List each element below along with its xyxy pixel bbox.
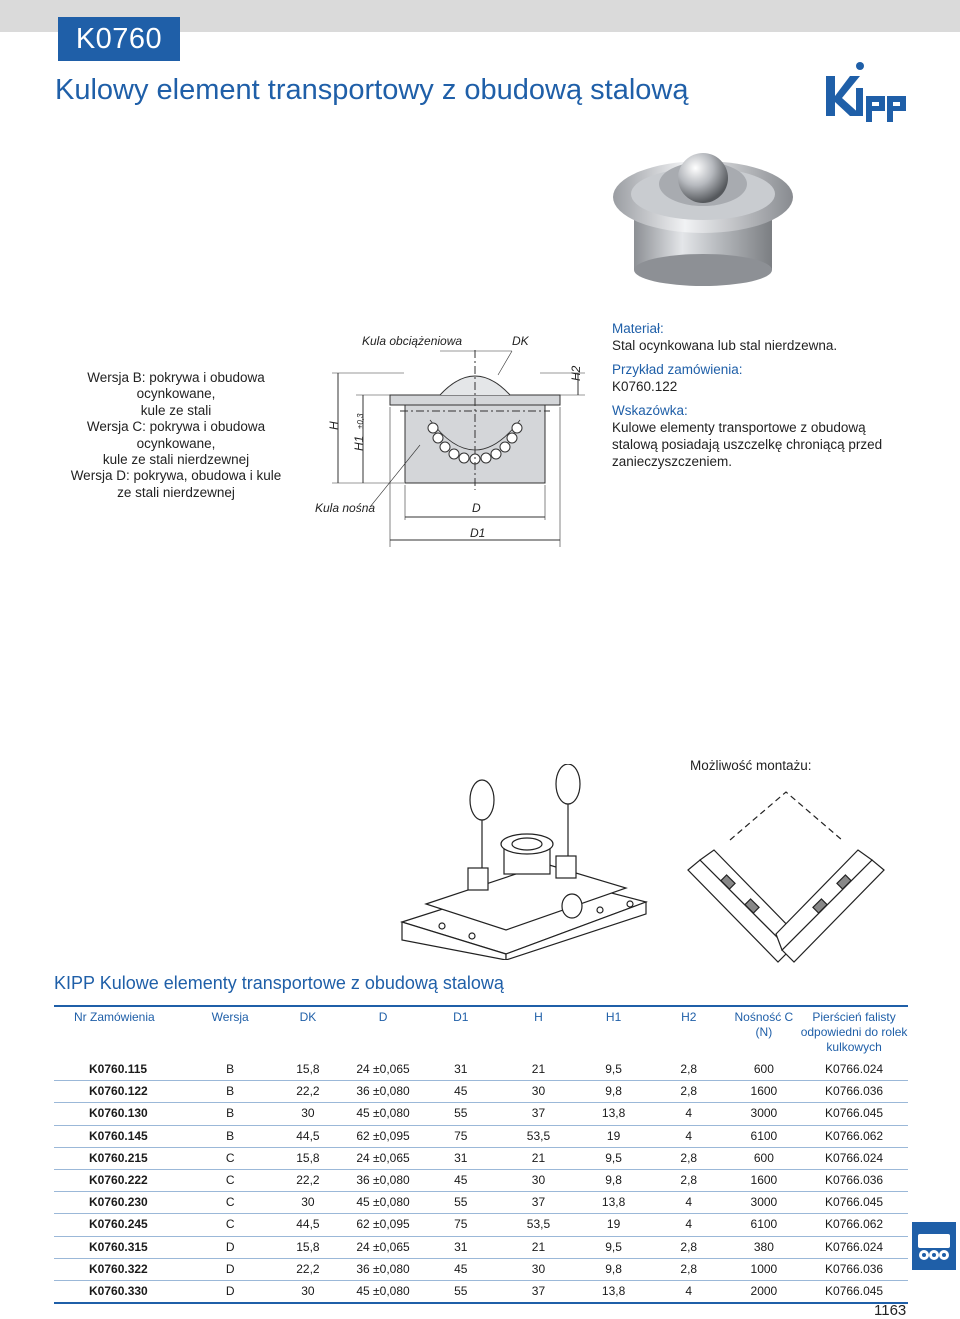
- table-cell: 24 ±0,065: [344, 1236, 422, 1258]
- example-heading: Przykład zamówienia:: [612, 362, 743, 377]
- table-cell: 30: [272, 1103, 345, 1125]
- table-cell: 45: [422, 1258, 500, 1280]
- table-cell: 30: [272, 1280, 345, 1303]
- hint-text: Kulowe elementy transportowe z obudową stalową posiadają uszczelkę chroniącą przed zanieczyszczeniem.: [612, 420, 883, 469]
- variant-line: kule ze stali: [140, 402, 212, 418]
- table-cell: 6100: [728, 1125, 801, 1147]
- table-cell: 600: [728, 1059, 801, 1081]
- mounting-angle-illustration: [686, 790, 886, 970]
- table-cell: 19: [577, 1214, 650, 1236]
- table-cell: B: [189, 1125, 272, 1147]
- table-cell: 55: [422, 1192, 500, 1214]
- example-text: K0760.122: [612, 379, 678, 394]
- table-row: [54, 1147, 908, 1169]
- table-row: [54, 1192, 908, 1214]
- table-cell: 9,5: [577, 1059, 650, 1081]
- table-cell: 2,8: [650, 1169, 728, 1191]
- variant-line: Wersja B: pokrywa i obudowa ocynkowane,: [87, 370, 265, 402]
- table-cell: 2,8: [650, 1147, 728, 1169]
- support-ball-label: Kula nośna: [315, 501, 376, 515]
- table-cell: 600: [728, 1147, 801, 1169]
- table-cell: C: [189, 1147, 272, 1169]
- table-cell: 3000: [728, 1192, 801, 1214]
- table-cell: 45: [422, 1081, 500, 1103]
- table-cell: 45 ±0,080: [344, 1192, 422, 1214]
- table-cell: 9,5: [577, 1147, 650, 1169]
- table-cell: 2000: [728, 1280, 801, 1303]
- table-cell: K0766.045: [800, 1103, 908, 1125]
- h1-label: H1: [352, 435, 366, 451]
- table-cell: K0760.230: [54, 1192, 189, 1214]
- table-cell: 30: [500, 1169, 578, 1191]
- table-cell: 4: [650, 1280, 728, 1303]
- material-heading: Materiał:: [612, 321, 664, 336]
- table-cell: 24 ±0,065: [344, 1059, 422, 1081]
- col-d1: D1: [453, 1010, 469, 1024]
- page-title: Kulowy element transportowy z obudową stalową: [55, 74, 689, 106]
- table-row: [54, 1214, 908, 1236]
- col-order-number: Nr Zamówienia: [74, 1010, 155, 1024]
- mounting-fixture-illustration: [396, 764, 652, 960]
- table-cell: K0766.024: [800, 1147, 908, 1169]
- table-cell: 15,8: [272, 1236, 345, 1258]
- col-dk: DK: [299, 1010, 317, 1024]
- table-cell: 3000: [728, 1103, 801, 1125]
- table-cell: B: [189, 1059, 272, 1081]
- hint-heading: Wskazówka:: [612, 403, 688, 418]
- h2-label: H2: [569, 365, 583, 381]
- table-row: [54, 1280, 908, 1303]
- table-cell: K0760.130: [54, 1103, 189, 1125]
- material-text: Stal ocynkowana lub stal nierdzewna.: [612, 338, 838, 353]
- variant-line: kule ze stali nierdzewnej: [102, 452, 250, 468]
- d1-label: D1: [470, 526, 486, 540]
- table-cell: 44,5: [272, 1214, 345, 1236]
- table-cell: 4: [650, 1192, 728, 1214]
- product-code-badge: K0760: [58, 17, 180, 61]
- table-cell: K0766.045: [800, 1280, 908, 1303]
- variant-line: Wersja D: pokrywa, obudowa i kule: [70, 468, 282, 484]
- table-cell: 55: [422, 1103, 500, 1125]
- table-row: [54, 1081, 908, 1103]
- table-cell: C: [189, 1214, 272, 1236]
- table-cell: D: [189, 1236, 272, 1258]
- table-cell: 9,8: [577, 1258, 650, 1280]
- table-cell: 4: [650, 1125, 728, 1147]
- variant-line: ze stali nierdzewnej: [117, 484, 235, 500]
- table-cell: 2,8: [650, 1236, 728, 1258]
- table-cell: 45: [422, 1169, 500, 1191]
- table-cell: K0766.045: [800, 1192, 908, 1214]
- table-cell: B: [189, 1081, 272, 1103]
- table-cell: 2,8: [650, 1081, 728, 1103]
- product-table: [54, 1005, 908, 1304]
- table-cell: 9,8: [577, 1169, 650, 1191]
- table-cell: K0760.245: [54, 1214, 189, 1236]
- table-cell: 1000: [728, 1258, 801, 1280]
- table-cell: 36 ±0,080: [344, 1258, 422, 1280]
- table-cell: 62 ±0,095: [344, 1214, 422, 1236]
- col-h: H: [534, 1010, 543, 1024]
- load-ball-label: Kula obciążeniowa: [362, 334, 463, 348]
- material-section: [612, 320, 902, 354]
- table-cell: 75: [422, 1125, 500, 1147]
- table-cell: D: [189, 1258, 272, 1280]
- table-cell: 75: [422, 1214, 500, 1236]
- variant-description: [58, 370, 294, 501]
- table-cell: 30: [500, 1258, 578, 1280]
- table-cell: 24 ±0,065: [344, 1147, 422, 1169]
- table-cell: 1600: [728, 1169, 801, 1191]
- table-cell: C: [189, 1192, 272, 1214]
- table-cell: 15,8: [272, 1147, 345, 1169]
- table-cell: 31: [422, 1059, 500, 1081]
- hint-section: [612, 402, 902, 470]
- table-row: [54, 1059, 908, 1081]
- table-cell: 44,5: [272, 1125, 345, 1147]
- table-cell: C: [189, 1169, 272, 1191]
- variant-line: Wersja C: pokrywa i obudowa ocynkowane,: [86, 419, 266, 451]
- table-cell: B: [189, 1103, 272, 1125]
- table-cell: 21: [500, 1236, 578, 1258]
- h-label: H: [327, 421, 341, 430]
- table-cell: K0766.062: [800, 1125, 908, 1147]
- table-cell: 37: [500, 1192, 578, 1214]
- table-cell: 31: [422, 1147, 500, 1169]
- table-cell: 4: [650, 1214, 728, 1236]
- table-row: [54, 1236, 908, 1258]
- h1-tolerance-label: ±0,3: [356, 413, 365, 429]
- table-cell: K0766.024: [800, 1236, 908, 1258]
- table-cell: 30: [500, 1081, 578, 1103]
- table-cell: 53,5: [500, 1214, 578, 1236]
- mounting-label: Możliwość montażu:: [690, 758, 812, 773]
- table-cell: K0760.122: [54, 1081, 189, 1103]
- table-cell: K0766.036: [800, 1258, 908, 1280]
- table-cell: K0766.036: [800, 1169, 908, 1191]
- table-cell: 9,5: [577, 1236, 650, 1258]
- table-cell: 22,2: [272, 1169, 345, 1191]
- table-cell: K0760.222: [54, 1169, 189, 1191]
- info-block: [612, 320, 902, 477]
- table-cell: 37: [500, 1103, 578, 1125]
- col-load-capacity: Nośność C (N): [734, 1010, 794, 1039]
- table-cell: 30: [272, 1192, 345, 1214]
- table-cell: 19: [577, 1125, 650, 1147]
- table-cell: 380: [728, 1236, 801, 1258]
- table-cell: K0760.315: [54, 1236, 189, 1258]
- table-cell: 13,8: [577, 1103, 650, 1125]
- col-wave-ring: Pierścień falisty odpowiedni do rolek kulkowych: [800, 1010, 908, 1054]
- table-cell: K0766.024: [800, 1059, 908, 1081]
- table-cell: 6100: [728, 1214, 801, 1236]
- table-cell: 22,2: [272, 1081, 345, 1103]
- example-section: [612, 361, 902, 395]
- table-row: [54, 1258, 908, 1280]
- technical-drawing: [300, 325, 600, 555]
- product-image: [612, 142, 794, 292]
- table-cell: 13,8: [577, 1192, 650, 1214]
- table-cell: 37: [500, 1280, 578, 1303]
- table-row: [54, 1125, 908, 1147]
- col-h1: H1: [605, 1010, 622, 1024]
- table-cell: 36 ±0,080: [344, 1081, 422, 1103]
- d-label: D: [472, 501, 481, 515]
- table-cell: 36 ±0,080: [344, 1169, 422, 1191]
- table-cell: 22,2: [272, 1258, 345, 1280]
- table-cell: 45 ±0,080: [344, 1280, 422, 1303]
- dk-label: DK: [512, 334, 529, 348]
- table-cell: 31: [422, 1236, 500, 1258]
- table-cell: 13,8: [577, 1280, 650, 1303]
- table-title: KIPP Kulowe elementy transportowe z obudową stalową: [54, 973, 504, 993]
- table-row: [54, 1103, 908, 1125]
- table-cell: K0760.330: [54, 1280, 189, 1303]
- ball-transfer-icon: [912, 1222, 956, 1270]
- table-cell: 21: [500, 1059, 578, 1081]
- page-number: 1163: [874, 1302, 907, 1319]
- table-cell: K0760.145: [54, 1125, 189, 1147]
- table-cell: 55: [422, 1280, 500, 1303]
- table-cell: 15,8: [272, 1059, 345, 1081]
- table-cell: D: [189, 1280, 272, 1303]
- table-row: [54, 1169, 908, 1191]
- table-cell: 21: [500, 1147, 578, 1169]
- table-cell: K0766.036: [800, 1081, 908, 1103]
- col-h2: H2: [681, 1010, 697, 1024]
- table-cell: 9,8: [577, 1081, 650, 1103]
- table-cell: 53,5: [500, 1125, 578, 1147]
- table-cell: 1600: [728, 1081, 801, 1103]
- table-cell: K0760.215: [54, 1147, 189, 1169]
- table-cell: 2,8: [650, 1059, 728, 1081]
- table-cell: K0760.115: [54, 1059, 189, 1081]
- table-header-row: [54, 1006, 908, 1059]
- table-cell: 45 ±0,080: [344, 1103, 422, 1125]
- table-cell: 62 ±0,095: [344, 1125, 422, 1147]
- table-cell: K0766.062: [800, 1214, 908, 1236]
- kipp-logo: [826, 62, 908, 122]
- table-cell: 4: [650, 1103, 728, 1125]
- table-cell: 2,8: [650, 1258, 728, 1280]
- table-cell: K0760.322: [54, 1258, 189, 1280]
- col-d: D: [378, 1010, 388, 1024]
- col-version: Wersja: [211, 1010, 249, 1024]
